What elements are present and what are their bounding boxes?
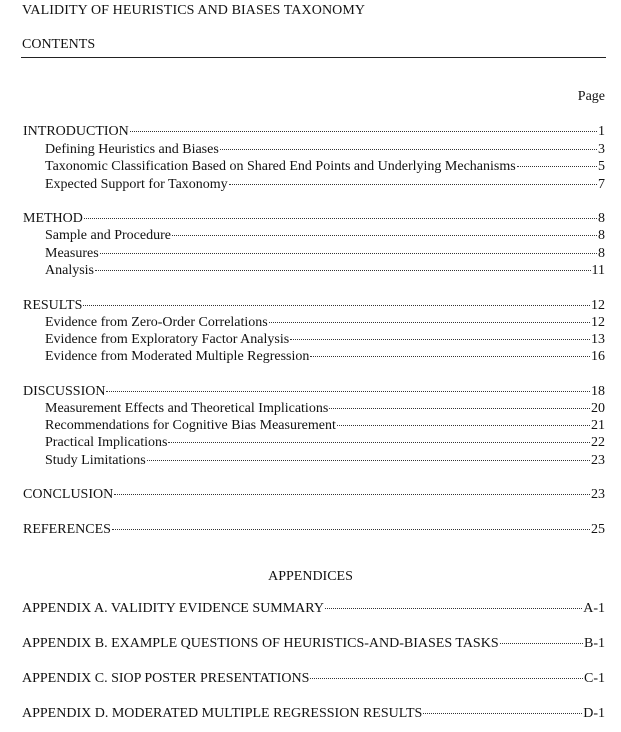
toc-entry-title: INTRODUCTION: [23, 124, 129, 139]
toc-entry-page: D-1: [583, 706, 605, 721]
dot-leader: [423, 713, 582, 714]
toc-entry-appendix-c[interactable]: [22, 670, 605, 687]
toc-entry-page: 20: [591, 401, 605, 416]
toc-entry-page: 23: [591, 487, 605, 502]
toc-entry-conclusion[interactable]: [23, 486, 605, 503]
toc-entry-title: RESULTS: [23, 298, 83, 313]
toc-entry-page: A-1: [583, 601, 605, 616]
toc-entry-page: 13: [591, 332, 605, 347]
toc-entry-page: 8: [598, 228, 605, 243]
toc-entry-page: 22: [591, 435, 605, 450]
dot-leader: [168, 442, 590, 443]
dot-leader: [269, 322, 590, 323]
toc-entry-measures[interactable]: [45, 245, 605, 262]
toc-entry-appendix-b[interactable]: [22, 635, 605, 652]
toc-entry-appendix-d[interactable]: [22, 705, 605, 722]
toc-entry-title: CONCLUSION: [23, 487, 114, 502]
toc-entry-page: 16: [591, 349, 605, 364]
toc-entry-results[interactable]: [23, 297, 605, 314]
toc-entry-title: Taxonomic Classification Based on Shared End Points and Underlying Mechanisms: [45, 159, 516, 174]
toc-entry-sample-procedure[interactable]: [45, 227, 605, 244]
toc-entry-title: DISCUSSION: [23, 384, 106, 399]
toc-entry-method[interactable]: [23, 210, 605, 227]
toc-entry-title: Practical Implications: [45, 435, 168, 450]
toc-entry-page: 8: [598, 246, 605, 261]
toc-entry-analysis[interactable]: [45, 262, 605, 279]
toc-entry-title: Measures: [45, 246, 99, 261]
toc-entry-moderated-regression[interactable]: [45, 348, 605, 365]
toc-entry-title: APPENDIX A. VALIDITY EVIDENCE SUMMARY: [22, 601, 324, 616]
dot-leader: [325, 608, 582, 609]
dot-leader: [172, 235, 597, 236]
toc-entry-study-limitations[interactable]: [45, 452, 605, 469]
toc-entry-title: Study Limitations: [45, 453, 146, 468]
dot-leader: [100, 253, 597, 254]
toc-entry-page: 23: [591, 453, 605, 468]
toc-entry-title: Evidence from Moderated Multiple Regression: [45, 349, 310, 364]
toc-entry-title: Analysis: [45, 263, 94, 278]
toc-entry-title: METHOD: [23, 211, 83, 226]
dot-leader: [290, 339, 590, 340]
page-column-label: Page: [577, 89, 605, 104]
toc-entry-page: 12: [591, 315, 605, 330]
toc-entry-page: 18: [591, 384, 605, 399]
toc-entry-title: Defining Heuristics and Biases: [45, 142, 219, 157]
toc-entry-title: Evidence from Exploratory Factor Analysis: [45, 332, 290, 347]
toc-entry-recommendations[interactable]: [45, 417, 605, 434]
toc-entry-practical-implications[interactable]: [45, 434, 605, 451]
toc-entry-page: 25: [591, 522, 605, 537]
toc-entry-title: Evidence from Zero-Order Correlations: [45, 315, 268, 330]
dot-leader: [114, 494, 590, 495]
toc-entry-expected-support[interactable]: [45, 176, 605, 193]
toc-entry-page: 8: [598, 211, 605, 226]
dot-leader: [500, 643, 583, 644]
running-head: VALIDITY OF HEURISTICS AND BIASES TAXONOMY: [22, 3, 366, 18]
dot-leader: [147, 460, 590, 461]
toc-entry-title: Measurement Effects and Theoretical Implications: [45, 401, 329, 416]
toc-entry-page: 5: [598, 159, 605, 174]
dot-leader: [329, 408, 590, 409]
toc-entry-title: Expected Support for Taxonomy: [45, 177, 228, 192]
toc-entry-title: APPENDIX D. MODERATED MULTIPLE REGRESSION RESULTS: [22, 706, 423, 721]
dot-leader: [517, 166, 597, 167]
dot-leader: [220, 149, 597, 150]
toc-entry-defining-heuristics[interactable]: [45, 141, 605, 158]
dot-leader: [337, 425, 590, 426]
toc-entry-page: 7: [598, 177, 605, 192]
toc-entry-page: C-1: [584, 671, 605, 686]
toc-entry-title: APPENDIX C. SIOP POSTER PRESENTATIONS: [22, 671, 310, 686]
toc-entry-title: Recommendations for Cognitive Bias Measurement: [45, 418, 336, 433]
toc-entry-page: 21: [591, 418, 605, 433]
toc-entry-page: 3: [598, 142, 605, 157]
toc-entry-title: Sample and Procedure: [45, 228, 171, 243]
dot-leader: [130, 131, 597, 132]
toc-entry-exploratory-factor-analysis[interactable]: [45, 331, 605, 348]
dot-leader: [95, 270, 591, 271]
dot-leader: [83, 305, 590, 306]
appendices-heading: APPENDICES: [268, 569, 353, 584]
heading-rule: [21, 57, 606, 58]
contents-heading: CONTENTS: [22, 37, 96, 52]
toc-entry-page: 11: [591, 263, 605, 278]
toc-entry-appendix-a[interactable]: [22, 600, 605, 617]
toc-entry-introduction[interactable]: [23, 123, 605, 140]
dot-leader: [106, 391, 590, 392]
toc-entry-references[interactable]: [23, 521, 605, 538]
toc-entry-discussion[interactable]: [23, 383, 605, 400]
dot-leader: [229, 184, 597, 185]
toc-entry-zero-order-correlations[interactable]: [45, 314, 605, 331]
toc-entry-taxonomic-classification[interactable]: [45, 158, 605, 175]
dot-leader: [310, 356, 590, 357]
toc-entry-title: APPENDIX B. EXAMPLE QUESTIONS OF HEURISTICS-AND-BIASES TASKS: [22, 636, 499, 651]
toc-entry-page: B-1: [584, 636, 605, 651]
toc-entry-title: REFERENCES: [23, 522, 111, 537]
dot-leader: [112, 529, 590, 530]
dot-leader: [310, 678, 583, 679]
toc-entry-page: 1: [598, 124, 605, 139]
dot-leader: [84, 218, 597, 219]
toc-entry-measurement-effects[interactable]: [45, 400, 605, 417]
toc-entry-page: 12: [591, 298, 605, 313]
